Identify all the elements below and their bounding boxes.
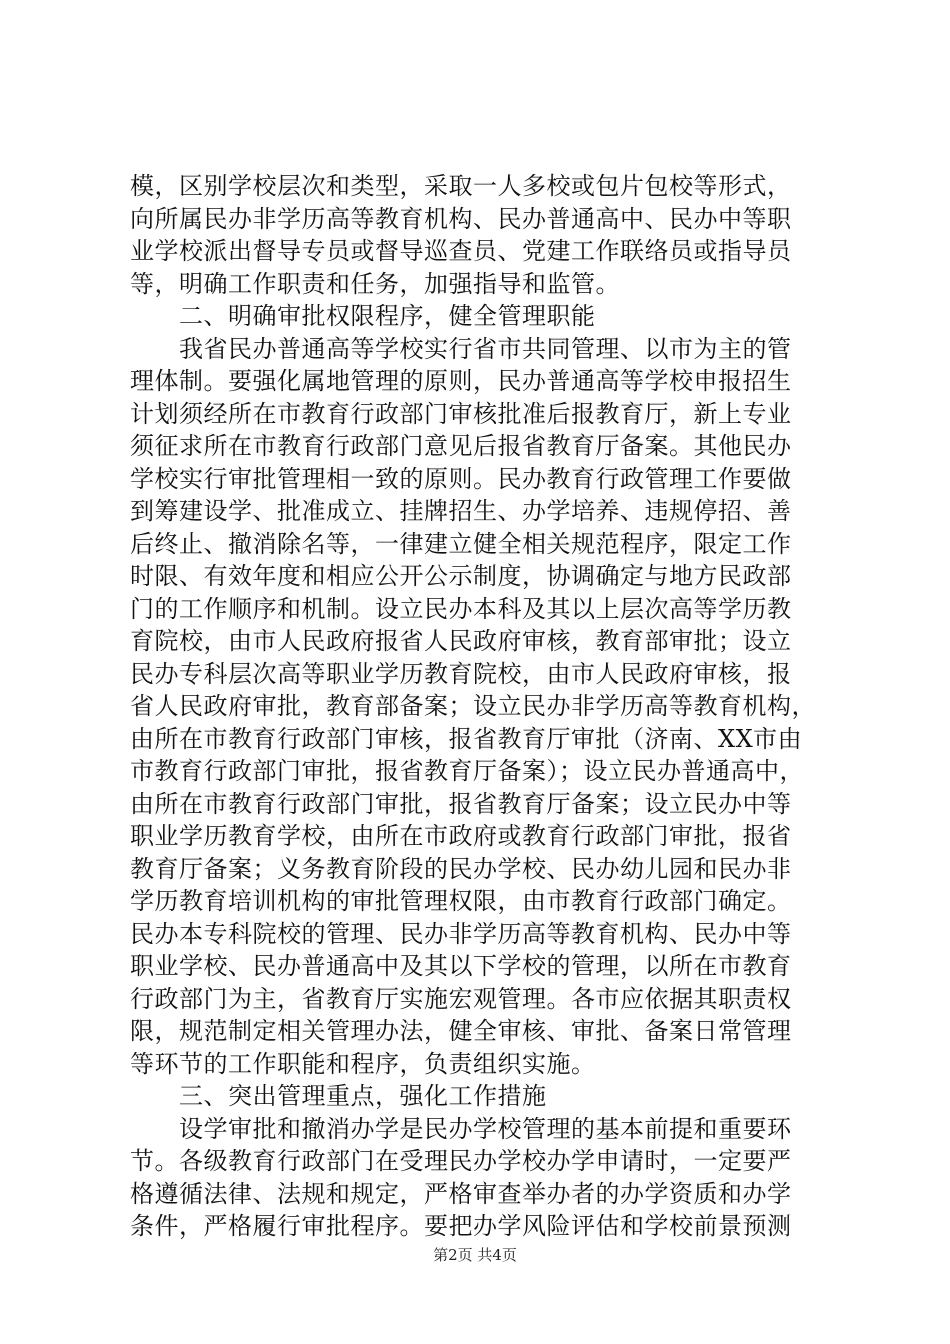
text-line: 二、明确审批权限程序，健全管理职能 — [130, 302, 596, 330]
text-line: 教育厅备案；义务教育阶段的民办学校、民办幼儿园和民办非 — [130, 854, 792, 883]
text-line: 育院校，由市人民政府报省人民政府审核，教育部审批；设立 — [130, 627, 792, 655]
text-line: 向所属民办非学历高等教育机构、民办普通高中、民办中等职 — [130, 204, 792, 233]
text-line: 门的工作顺序和机制。设立民办本科及其以上层次高等学历教 — [130, 594, 792, 623]
document-body — [130, 170, 840, 1243]
text-line: 条件，严格履行审批程序。要把办学风险评估和学校前景预测 — [130, 1212, 792, 1240]
text-line: 学校实行审批管理相一致的原则。民办教育行政管理工作要做 — [130, 464, 792, 493]
text-line: 业学校派出督导专员或督导巡查员、党建工作联络员或指导员 — [130, 237, 792, 265]
text-line: 我省民办普通高等学校实行省市共同管理、以市为主的管 — [130, 334, 792, 363]
text-line: 市教育行政部门审批，报省教育厅备案）；设立民办普通高中， — [130, 757, 804, 785]
text-line: 模，区别学校层次和类型，采取一人多校或包片包校等形式， — [130, 172, 792, 200]
text-line: 三、突出管理重点，强化工作措施 — [130, 1082, 547, 1110]
text-line: 由所在市教育行政部门审核，报省教育厅审批（济南、XX市由 — [130, 724, 803, 753]
text-line: 等环节的工作职能和程序，负责组织实施。 — [130, 1049, 596, 1078]
text-line: 到筹建设学、批准成立、挂牌招生、办学培养、违规停招、善 — [130, 497, 792, 525]
text-line: 学历教育培训机构的审批管理权限，由市教育行政部门确定。 — [130, 887, 792, 915]
text-line: 后终止、撤消除名等，一律建立健全相关规范程序，限定工作 — [130, 529, 792, 558]
text-line: 时限、有效年度和相应公开公示制度，协调确定与地方民政部 — [130, 562, 792, 590]
text-line: 等，明确工作职责和任务，加强指导和监管。 — [130, 269, 620, 298]
text-line: 职业学历教育学校，由所在市政府或教育行政部门审批，报省 — [130, 822, 792, 850]
page-footer: 第2页 共4页 — [433, 1246, 517, 1264]
text-line: 由所在市教育行政部门审批，报省教育厅备案；设立民办中等 — [130, 789, 792, 818]
text-line: 节。各级教育行政部门在受理民办学校办学申请时，一定要严 — [130, 1147, 792, 1175]
text-line: 须征求所在市教育行政部门意见后报省教育厅备案。其他民办 — [130, 432, 792, 460]
text-line: 行政部门为主，省教育厅实施宏观管理。各市应依据其职责权 — [130, 984, 792, 1013]
text-line: 民办专科层次高等职业学历教育院校，由市人民政府审核，报 — [130, 659, 792, 688]
text-line: 职业学校、民办普通高中及其以下学校的管理，以所在市教育 — [130, 952, 792, 980]
text-line: 设学审批和撤消办学是民办学校管理的基本前提和重要环 — [130, 1114, 792, 1143]
text-line: 民办本专科院校的管理、民办非学历高等教育机构、民办中等 — [130, 919, 792, 948]
text-line: 理体制。要强化属地管理的原则，民办普通高等学校申报招生 — [130, 367, 792, 395]
text-line: 省人民政府审批，教育部备案；设立民办非学历高等教育机构， — [130, 692, 816, 720]
text-line: 计划须经所在市教育行政部门审核批准后报教育厅，新上专业 — [130, 399, 792, 428]
text-line: 限，规范制定相关管理办法，健全审核、审批、备案日常管理 — [130, 1017, 792, 1045]
text-line: 格遵循法律、法规和规定，严格审查举办者的办学资质和办学 — [130, 1179, 792, 1208]
